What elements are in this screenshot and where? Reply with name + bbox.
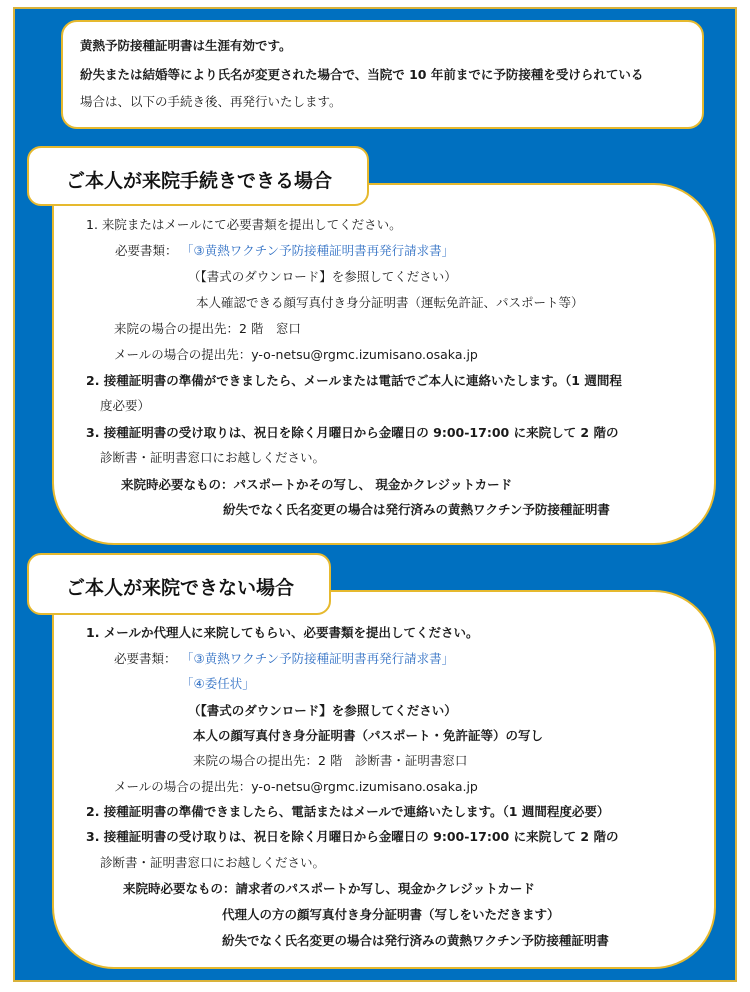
s2-step-3-line-2: 診断書・証明書窓口にお越しください。 bbox=[100, 855, 326, 870]
s2-mail-destination: メールの場合の提出先：y-o-netsu@rgmc.izumisano.osaka.jp bbox=[114, 779, 478, 794]
s2-download-note: （【書式のダウンロード】を参照してください） bbox=[188, 703, 457, 718]
s1-step-2-line-2: 度必要） bbox=[100, 398, 151, 413]
s1-needs-line-2: 紛失でなく氏名変更の場合は発行済みの黄熱ワクチン予防接種証明書 bbox=[223, 502, 610, 517]
s2-doc-id: 本人の顔写真付き身分証明書（パスポート・免許証等）の写し bbox=[193, 728, 544, 743]
s2-step-3-line-1: 3. 接種証明書の受け取りは、祝日を除く月曜日から金曜日の 9:00-17:00 に来院して 2 階の bbox=[86, 829, 619, 844]
s2-docs-label: 必要書類： bbox=[114, 651, 177, 666]
s1-step-3-line-2: 診断書・証明書窓口にお越しください。 bbox=[100, 450, 326, 465]
s1-download-note: （【書式のダウンロード】を参照してください） bbox=[188, 269, 457, 284]
section-2-title: ご本人が来院できない場合 bbox=[66, 577, 295, 599]
s2-doc-proxy-link[interactable]: 「④委任状」 bbox=[181, 676, 255, 691]
s2-doc-request-link[interactable]: 「③黄熱ワクチン予防接種証明書再発行請求書」 bbox=[181, 651, 455, 666]
intro-line-3: 場合は、以下の手続き後、再発行いたします。 bbox=[80, 94, 342, 109]
s2-needs-line-1: 来院時必要なもの：請求者のパスポートか写し、現金かクレジットカード bbox=[123, 881, 535, 896]
s2-step-1: 1. メールか代理人に来院してもらい、必要書類を提出してください。 bbox=[86, 625, 479, 640]
s1-step-3-line-1: 3. 接種証明書の受け取りは、祝日を除く月曜日から金曜日の 9:00-17:00 に来院して 2 階の bbox=[86, 425, 619, 440]
s2-step-2: 2. 接種証明書の準備できましたら、電話またはメールで連絡いたします。（1 週間程度必要） bbox=[86, 804, 610, 819]
s1-visit-destination: 来院の場合の提出先：2 階 窓口 bbox=[114, 321, 301, 336]
s2-visit-destination: 来院の場合の提出先：2 階 診断書・証明書窓口 bbox=[193, 753, 468, 768]
s1-doc-request-link[interactable]: 「③黄熱ワクチン予防接種証明書再発行請求書」 bbox=[181, 243, 455, 258]
s1-step-2-line-1: 2. 接種証明書の準備ができましたら、メールまたは電話でご本人に連絡いたします。（1 週間程 bbox=[86, 373, 622, 388]
intro-line-2: 紛失または結婚等により氏名が変更された場合で、当院で 10 年前までに予防接種を受けられている bbox=[80, 67, 644, 82]
section-1-title: ご本人が来院手続きできる場合 bbox=[66, 170, 333, 192]
s1-step-1: 1. 来院またはメールにて必要書類を提出してください。 bbox=[86, 217, 402, 232]
intro-line-1: 黄熱予防接種証明書は生涯有効です。 bbox=[80, 38, 292, 53]
s2-needs-line-3: 紛失でなく氏名変更の場合は発行済みの黄熱ワクチン予防接種証明書 bbox=[222, 933, 609, 948]
s1-needs-line-1: 来院時必要なもの：パスポートかその写し、 現金かクレジットカード bbox=[121, 477, 513, 492]
s1-docs-label: 必要書類： bbox=[115, 243, 178, 258]
s2-needs-line-2: 代理人の方の顔写真付き身分証明書（写しをいただきます） bbox=[222, 907, 560, 922]
s1-mail-destination: メールの場合の提出先：y-o-netsu@rgmc.izumisano.osaka.jp bbox=[114, 347, 478, 362]
s1-doc-id: 本人確認できる顔写真付き身分証明書（運転免許証、パスポート等） bbox=[196, 295, 584, 310]
